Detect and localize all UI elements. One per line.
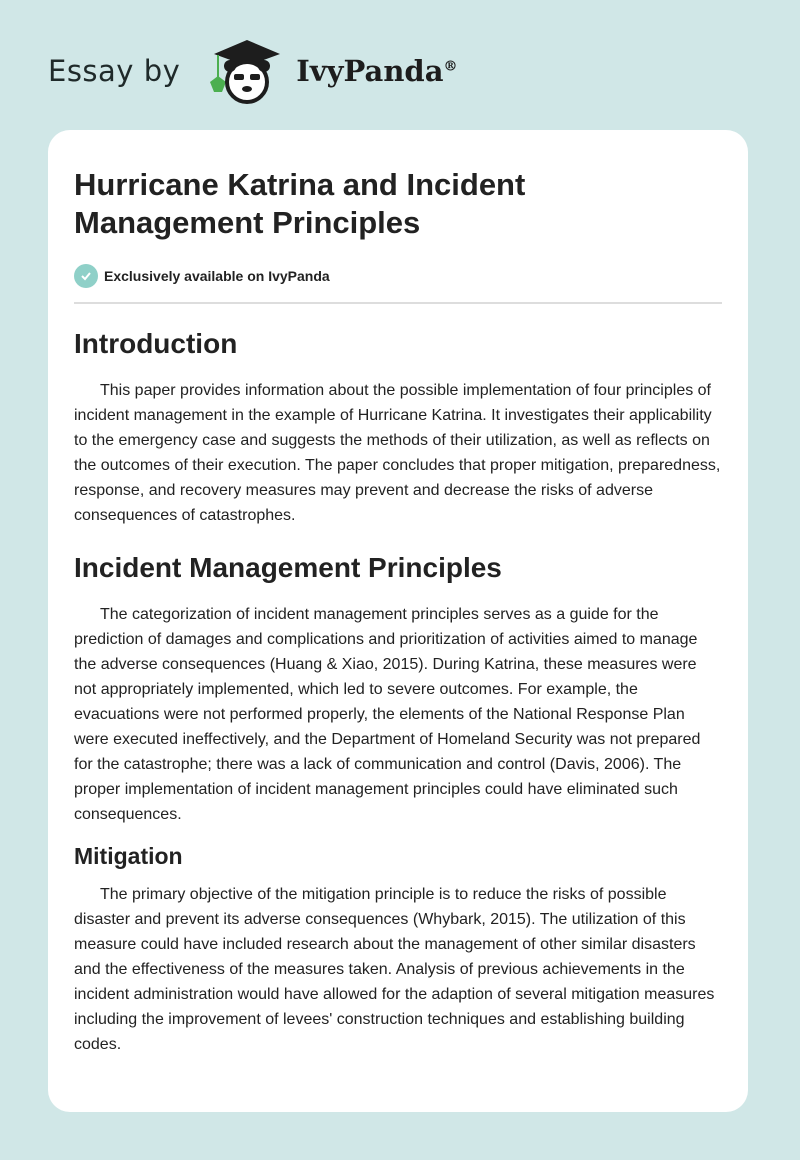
- section-paragraph: This paper provides information about the possible implementation of four principles of incident management in the example of Hurricane Katrina. It investigates their applicability to the emergency case and suggests the methods of their utilization, as well as reflects on the outcomes of their execution. The paper concludes that proper mitigation, preparedness, response, and recovery measures may prevent and decrease the risks of adverse consequences of catastrophes.: [74, 382, 721, 524]
- section-paragraph: The primary objective of the mitigation principle is to reduce the risks of possible disaster and prevent its adverse consequences (Whybark, 2015). The utilization of this measure could have included research about the management of other similar disasters and the effectiveness of the measures taken. Analysis of previous achievements in the incident administration would have allowed for the adaption of several mitigation measures including the improvement of levees' construction techniques and establishing building codes.: [74, 886, 715, 1053]
- essay-card: [48, 130, 748, 1112]
- check-icon: [74, 264, 98, 288]
- section-heading-mitigation: Mitigation: [74, 843, 183, 869]
- essay-by-label: Essay by: [48, 54, 181, 88]
- brand-name: [296, 54, 457, 88]
- section-paragraph: The categorization of incident management principles serves as a guide for the prediction of damages and complications and prioritization of activities aimed to manage the adverse consequences (Huang & Xiao, 2015). During Katrina, these measures were not appropriately implemented, which led to severe outcomes. For example, the evacuations were not performed properly, the elements of the National Response Plan were executed ineffectively, and the Department of Homeland Security was not prepared for the catastrophe; there was a lack of communication and control (Davis, 2006). The proper implementation of incident management principles could have eliminated such consequences.: [74, 606, 701, 823]
- badge-text: Exclusively available on IvyPanda: [104, 268, 330, 284]
- ivypanda-logo-icon[interactable]: [202, 36, 292, 106]
- exclusive-badge: [74, 264, 722, 304]
- brand-text: IvyPanda: [296, 54, 444, 88]
- page-title: Hurricane Katrina and Incident Management Principles: [74, 167, 526, 240]
- section-heading-introduction: Introduction: [74, 328, 238, 359]
- site-header: [48, 36, 458, 106]
- section-heading-incident-management: Incident Management Principles: [74, 552, 502, 583]
- registered-mark: ®: [443, 58, 458, 75]
